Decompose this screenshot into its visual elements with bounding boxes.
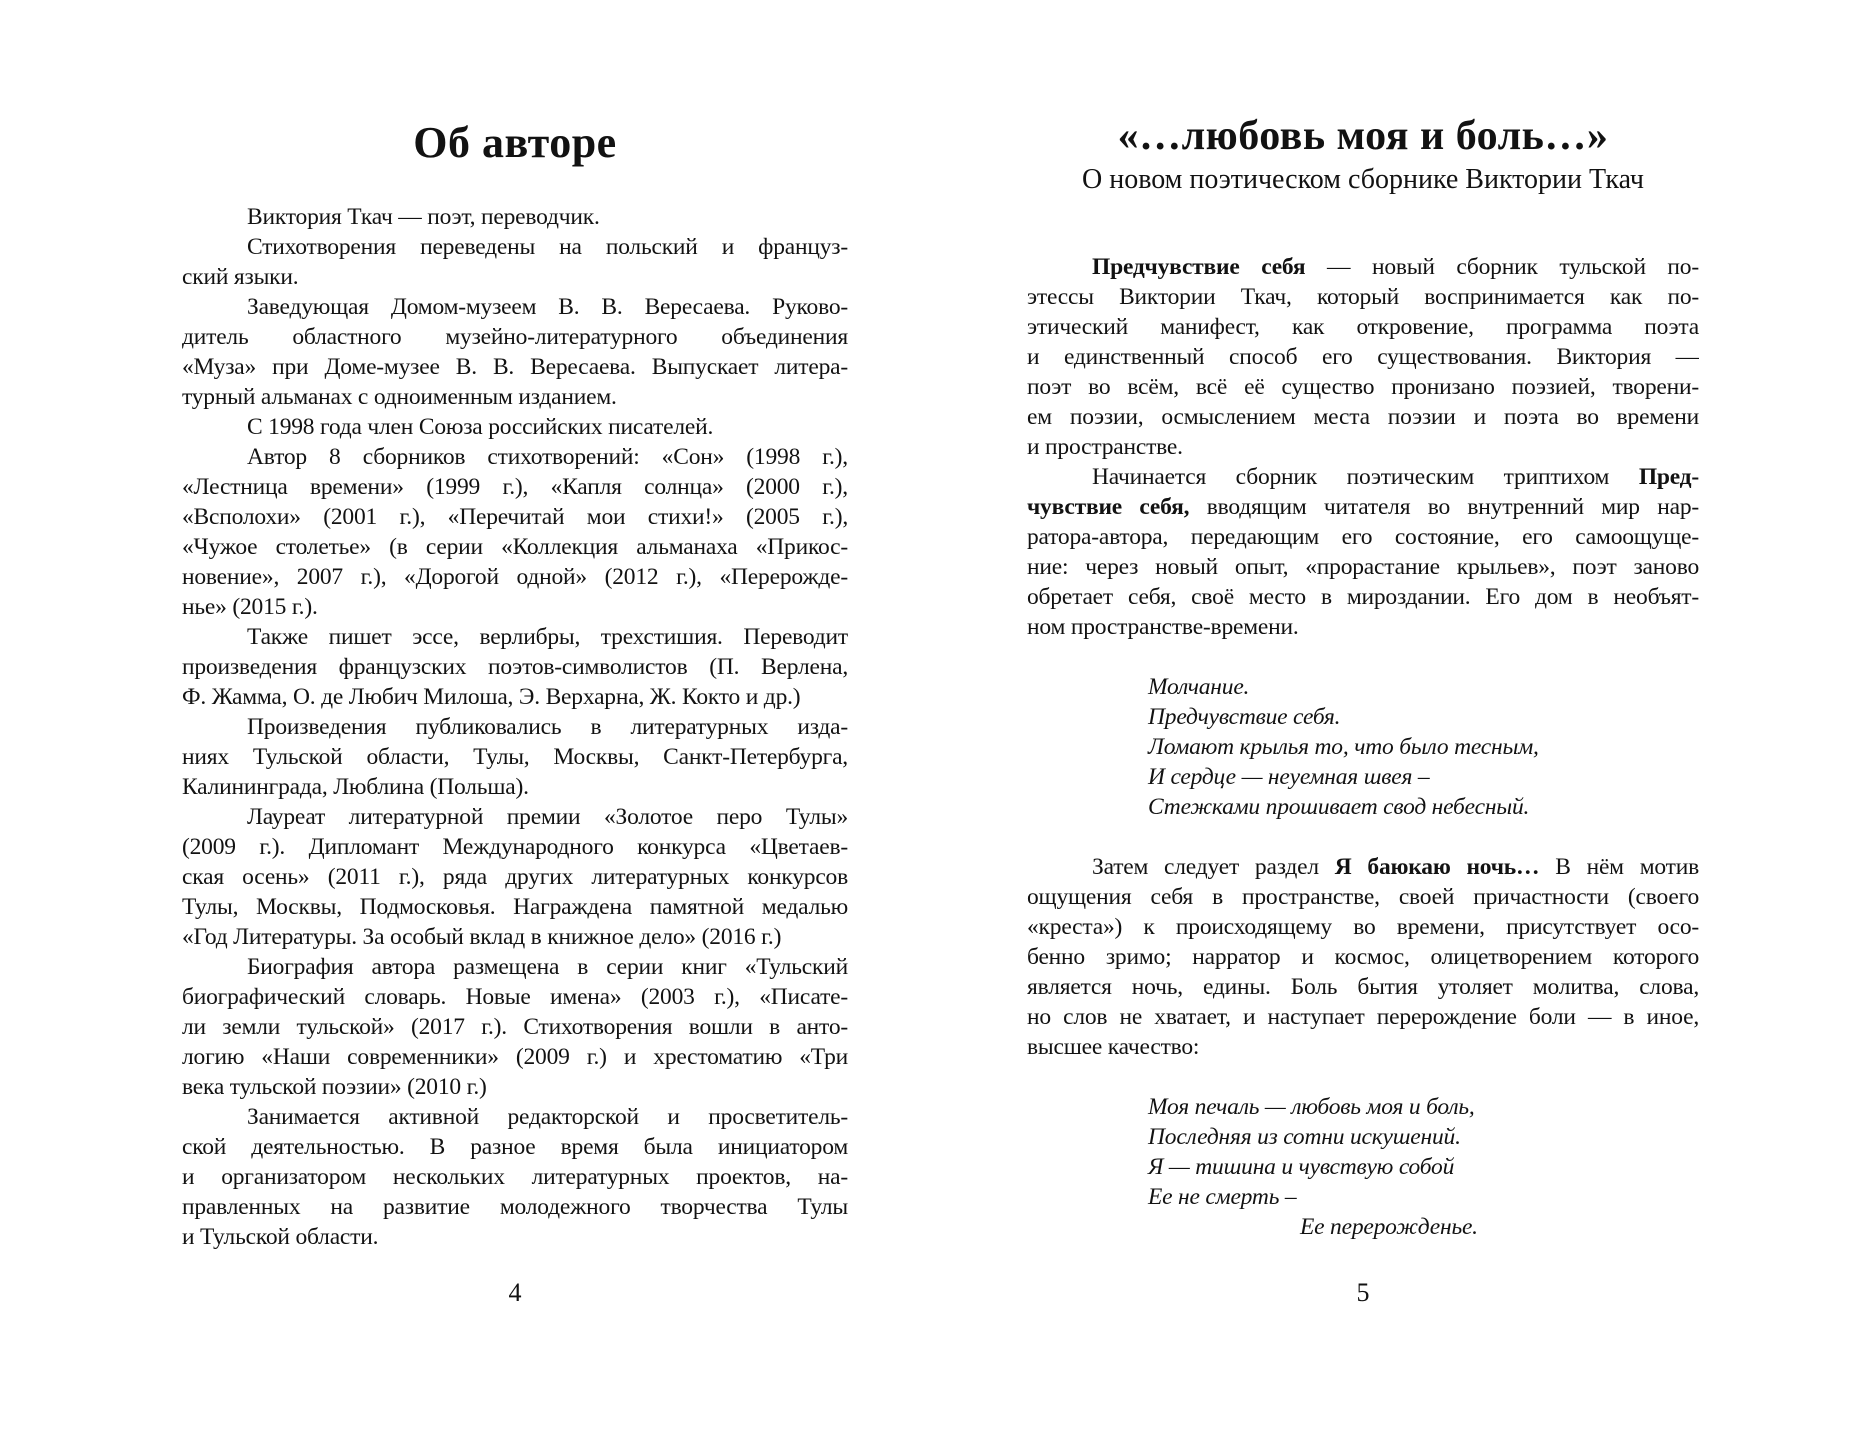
text-segment: Последняя из сотни искушений. [1148, 1124, 1461, 1150]
text-line [182, 652, 848, 682]
text-line [182, 1192, 848, 1222]
text-segment: Молчание. [1148, 674, 1250, 700]
poem-line [1148, 1122, 1699, 1152]
text-segment: Биография автора размещена в серии книг «Тульский [247, 954, 848, 980]
paragraph [182, 712, 848, 802]
bold-text-segment: Предчувствие себя [1092, 254, 1306, 280]
poem-line [1148, 792, 1699, 822]
page-right [1027, 112, 1699, 1272]
text-segment: Ломают крылья то, что было тесным, [1148, 734, 1539, 760]
paragraph [1027, 252, 1699, 462]
text-line [1027, 912, 1699, 942]
text-segment: Стежками прошивает свод небесный. [1148, 794, 1530, 820]
paragraph [182, 292, 848, 412]
text-line [182, 412, 848, 442]
text-line [1027, 252, 1699, 282]
page-left [182, 118, 848, 1252]
text-segment: Занимается активной редакторской и просветитель- [247, 1104, 848, 1130]
text-line [182, 382, 848, 412]
text-segment: Ее перерожденье. [1300, 1214, 1478, 1240]
text-line [182, 1012, 848, 1042]
poem-line [1148, 702, 1699, 732]
poem-line [1148, 762, 1699, 792]
bold-text-segment: чувствие себя, [1027, 494, 1190, 520]
paragraph [182, 1102, 848, 1252]
text-line [1027, 942, 1699, 972]
text-line [182, 592, 848, 622]
poem-block [1148, 1092, 1699, 1242]
text-segment: но слов не хватает, и наступает перерождение боли — в иное, [1027, 1004, 1699, 1030]
text-segment: бенно зримо; нарратор и космос, олицетворением которого [1027, 944, 1699, 970]
text-segment: Я — тишина и чувствую собой [1148, 1154, 1455, 1180]
text-line [182, 1102, 848, 1132]
text-line [182, 772, 848, 802]
text-line [1027, 852, 1699, 882]
left-page-number: 4 [508, 1278, 522, 1307]
text-segment: нье» (2015 г.). [182, 594, 318, 620]
text-segment: ская осень» (2011 г.), ряда других литературных конкурсов [182, 864, 848, 890]
paragraph [182, 622, 848, 712]
text-line [1027, 1002, 1699, 1032]
text-segment: Стихотворения переведены на польский и француз- [247, 234, 848, 260]
text-line [1027, 552, 1699, 582]
text-line [1027, 312, 1699, 342]
text-segment: (2009 г.). Дипломант Международного конкурса «Цветаев- [182, 834, 848, 860]
text-segment: ем поэзии, осмыслением места поэзии и поэта во времени [1027, 404, 1699, 430]
text-segment: ощущения себя в пространстве, своей причастности (своего [1027, 884, 1699, 910]
bold-text-segment: Я баюкаю ночь… [1334, 854, 1540, 880]
text-segment: «креста») к происходящему во времени, присутствует осо- [1027, 914, 1699, 940]
text-segment: турный альманах с одноименным изданием. [182, 384, 617, 410]
text-segment: В нём мотив [1539, 854, 1699, 880]
text-segment: Моя печаль — любовь моя и боль, [1148, 1094, 1475, 1120]
paragraph [1027, 462, 1699, 642]
text-line [182, 322, 848, 352]
text-segment: века тульской поэзии» (2010 г.) [182, 1074, 487, 1100]
text-line [182, 922, 848, 952]
text-line [182, 832, 848, 862]
left-page-body [182, 202, 848, 1252]
text-segment: и пространстве. [1027, 434, 1183, 460]
text-line [182, 892, 848, 922]
text-line [182, 1042, 848, 1072]
text-line [182, 982, 848, 1012]
text-line [1027, 462, 1699, 492]
text-segment: «Год Литературы. За особый вклад в книжное дело» (2016 г.) [182, 924, 782, 950]
text-segment: логию «Наши современники» (2009 г.) и хрестоматию «Три [182, 1044, 848, 1070]
right-page-title: «…любовь моя и боль…» [1117, 113, 1609, 159]
text-line [1027, 522, 1699, 552]
left-page-title: Об авторе [413, 118, 617, 167]
text-segment: ном пространстве-времени. [1027, 614, 1299, 640]
right-page-number: 5 [1356, 1278, 1370, 1307]
text-segment: Заведующая Домом-музеем В. В. Вересаева. Руково- [247, 294, 848, 320]
text-line [1027, 402, 1699, 432]
text-line [182, 532, 848, 562]
text-segment: Также пишет эссе, верлибры, трехстишия. Переводит [247, 624, 848, 650]
text-line [182, 442, 848, 472]
text-line [182, 562, 848, 592]
text-segment: высшее качество: [1027, 1034, 1200, 1060]
paragraph [182, 412, 848, 442]
text-segment: Автор 8 сборников стихотворений: «Сон» (1998 г.), [247, 444, 848, 470]
poem-line [1148, 1092, 1699, 1122]
text-segment: И сердце — неуемная швея – [1148, 764, 1430, 790]
text-line [1027, 282, 1699, 312]
text-segment: «Чужое столетье» (в серии «Коллекция альманаха «Прикос- [182, 534, 848, 560]
text-segment: Калининграда, Люблина (Польша). [182, 774, 529, 800]
text-segment: Ф. Жамма, О. де Любич Милоша, Э. Верхарна, Ж. Кокто и др.) [182, 684, 801, 710]
text-segment: ли земли тульской» (2017 г.). Стихотворения вошли в анто- [182, 1014, 848, 1040]
text-line [182, 712, 848, 742]
text-segment: Произведения публиковались в литературных изда- [247, 714, 848, 740]
text-segment: С 1998 года член Союза российских писателей. [247, 414, 714, 440]
text-segment: и Тульской области. [182, 1224, 379, 1250]
text-segment: Лауреат литературной премии «Золотое перо Тулы» [247, 804, 848, 830]
text-line [1027, 372, 1699, 402]
text-segment: Предчувствие себя. [1148, 704, 1341, 730]
paragraph [1027, 852, 1699, 1062]
text-segment: Виктория Ткач — поэт, переводчик. [247, 204, 600, 230]
text-line [1027, 1032, 1699, 1062]
text-line [182, 232, 848, 262]
text-line [182, 352, 848, 382]
poem-line [1148, 1152, 1699, 1182]
text-segment: ние: через новый опыт, «прорастание крыльев», поэт заново [1027, 554, 1699, 580]
text-segment: «Муза» при Доме-музее В. В. Вересаева. Выпускает литера- [182, 354, 848, 380]
text-segment: обретает себя, своё место в мироздании. Его дом в необъят- [1027, 584, 1699, 610]
text-line [182, 682, 848, 712]
text-segment: этический манифест, как откровение, программа поэта [1027, 314, 1699, 340]
text-segment: произведения французских поэтов-символистов (П. Верлена, [182, 654, 848, 680]
text-line [182, 502, 848, 532]
text-line [1027, 342, 1699, 372]
text-segment: Начинается сборник поэтическим триптихом [1092, 464, 1639, 490]
text-line [182, 802, 848, 832]
text-segment: вводящим читателя во внутренний мир нар- [1189, 494, 1699, 520]
poem-line [1148, 1212, 1699, 1242]
text-segment: правленных на развитие молодежного творчества Тулы [182, 1194, 848, 1220]
text-line [182, 862, 848, 892]
text-segment: биографический словарь. Новые имена» (2003 г.), «Писате- [182, 984, 848, 1010]
right-page-body [1027, 252, 1699, 1242]
text-line [1027, 612, 1699, 642]
text-segment: ратора-автора, передающим его состояние, его самоощуще- [1027, 524, 1699, 550]
poem-line [1148, 1182, 1699, 1212]
text-segment: «Всполохи» (2001 г.), «Перечитай мои стихи!» (2005 г.), [182, 504, 848, 530]
text-line [182, 1222, 848, 1252]
text-segment: ниях Тульской области, Тулы, Москвы, Санкт-Петербурга, [182, 744, 848, 770]
text-line [1027, 582, 1699, 612]
text-segment: ской деятельностью. В разное время была инициатором [182, 1134, 848, 1160]
poem-block [1148, 672, 1699, 822]
text-segment: — новый сборник тульской по- [1305, 254, 1699, 280]
text-line [182, 292, 848, 322]
text-segment: и единственный способ его существования. Виктория — [1027, 344, 1699, 370]
text-line [182, 1072, 848, 1102]
text-segment: Тулы, Москвы, Подмосковья. Награждена памятной медалью [182, 894, 848, 920]
text-line [182, 952, 848, 982]
text-line [182, 472, 848, 502]
text-segment: дитель областного музейно-литературного объединения [182, 324, 848, 350]
text-segment: является ночь, едины. Боль бытия утоляет молитва, слова, [1027, 974, 1699, 1000]
text-line [1027, 972, 1699, 1002]
text-segment: Затем следует раздел [1092, 854, 1335, 880]
text-line [1027, 882, 1699, 912]
text-segment: новение», 2007 г.), «Дорогой одной» (2012 г.), «Перерожде- [182, 564, 848, 590]
text-segment: ский языки. [182, 264, 299, 290]
text-segment: этессы Виктории Ткач, который воспринимается как по- [1027, 284, 1699, 310]
text-line [182, 1162, 848, 1192]
text-segment: поэт во всём, всё её существо пронизано поэзией, творени- [1027, 374, 1699, 400]
text-line [1027, 432, 1699, 462]
poem-line [1148, 672, 1699, 702]
text-line [182, 742, 848, 772]
bold-text-segment: Пред- [1638, 464, 1699, 490]
text-line [182, 622, 848, 652]
text-line [182, 262, 848, 292]
text-segment: и организатором нескольких литературных проектов, на- [182, 1164, 848, 1190]
paragraph [182, 952, 848, 1102]
text-segment: «Лестница времени» (1999 г.), «Капля солнца» (2000 г.), [182, 474, 848, 500]
paragraph [182, 202, 848, 232]
right-page-subtitle: О новом поэтическом сборнике Виктории Ткач [1081, 164, 1644, 195]
text-line [1027, 492, 1699, 522]
paragraph [182, 442, 848, 622]
paragraph [182, 232, 848, 292]
poem-line [1148, 732, 1699, 762]
text-line [182, 202, 848, 232]
text-segment: Ее не смерть – [1148, 1184, 1297, 1210]
paragraph [182, 802, 848, 952]
text-line [182, 1132, 848, 1162]
